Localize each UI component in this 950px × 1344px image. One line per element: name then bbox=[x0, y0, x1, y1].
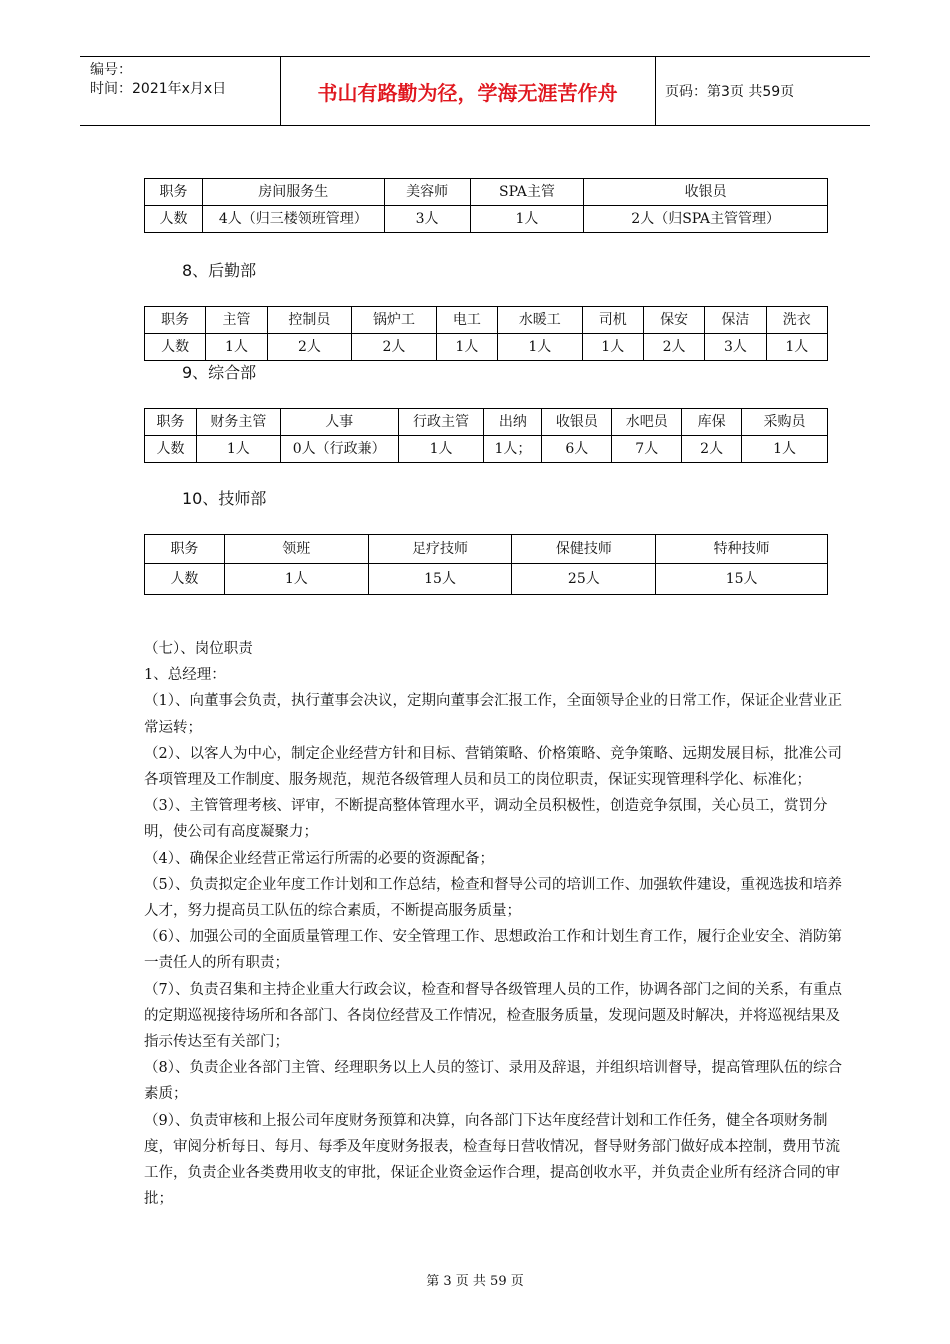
duties-section bbox=[144, 636, 844, 1212]
table-cell: 人数 bbox=[145, 436, 197, 463]
table-cell: 2人 bbox=[643, 334, 704, 361]
table-cell: 2人 bbox=[682, 436, 742, 463]
duty-item: （9）、负责审核和上报公司年度财务预算和决算，向各部门下达年度经营计划和工作任务，健全各项财务制度，审阅分析每日、每月、每季及年度财务报表，检查每日营收情况，督导财务部门做好成本控制，费用节流工作，负责企业各类费用收支的审批，保证企业资金运作合理，提高创收水平，并负责企业所有经济合同的审批； bbox=[144, 1112, 840, 1208]
table-cell: 1人 bbox=[398, 436, 484, 463]
table-cell: 15人 bbox=[656, 564, 828, 595]
dept-10-table bbox=[144, 534, 828, 595]
table-row bbox=[145, 179, 828, 206]
table-cell: 职务 bbox=[145, 179, 203, 206]
table-cell: 3人 bbox=[384, 206, 470, 233]
duty-item: （7）、负责召集和主持企业重大行政会议，检查和督导各级管理人员的工作，协调各部门之间的关系，有重点的定期巡视接待场所和各部门、各岗位经营及工作情况，检查服务质量，发现问题及时解决，并将巡视结果及指示传达至有关部门； bbox=[144, 981, 842, 1051]
section-title: （七）、岗位职责 bbox=[144, 641, 253, 657]
page-footer: 第 3 页 共 59 页 bbox=[426, 1274, 524, 1289]
table-cell: 2人 bbox=[352, 334, 437, 361]
table-cell: 1人 bbox=[582, 334, 643, 361]
table-cell: 收银员 bbox=[542, 409, 612, 436]
table-row bbox=[145, 564, 828, 595]
table-cell: 保健技师 bbox=[512, 535, 656, 564]
duty-item: （4）、确保企业经营正常运行所需的必要的资源配备； bbox=[144, 850, 494, 867]
table-cell: 锅炉工 bbox=[352, 307, 437, 334]
table-cell: 职务 bbox=[145, 535, 225, 564]
subsection-title: 1、总经理： bbox=[144, 667, 226, 684]
doc-code-label: 编号： bbox=[90, 62, 132, 78]
table-cell: 1人 bbox=[766, 334, 827, 361]
duty-item: （3）、主管管理考核、评审，不断提高整体管理水平，调动全员积极性，创造竞争氛围，关心员工，赏罚分明，使公司有高度凝聚力； bbox=[144, 798, 828, 841]
table-cell: 足疗技师 bbox=[368, 535, 512, 564]
table-cell: 领班 bbox=[224, 535, 368, 564]
table-cell: 人数 bbox=[145, 334, 206, 361]
table-cell: SPA主管 bbox=[470, 179, 584, 206]
table-cell: 1人 bbox=[196, 436, 280, 463]
table-cell: 采购员 bbox=[742, 409, 828, 436]
table-cell: 人数 bbox=[145, 206, 203, 233]
header-page-info: 页码：第3页 共59页 bbox=[665, 84, 795, 100]
table-cell: 出纳 bbox=[484, 409, 542, 436]
table-row bbox=[145, 206, 828, 233]
table-row bbox=[145, 436, 828, 463]
table-cell: 0人（行政兼） bbox=[280, 436, 398, 463]
table-row bbox=[145, 409, 828, 436]
table-cell: 2人（归SPA主管管理） bbox=[584, 206, 828, 233]
dept-8-table bbox=[144, 306, 828, 361]
table-row bbox=[145, 535, 828, 564]
table-cell: 人数 bbox=[145, 564, 225, 595]
table-cell: 1人； bbox=[484, 436, 542, 463]
table-cell: 水暖工 bbox=[498, 307, 583, 334]
table-cell: 库保 bbox=[682, 409, 742, 436]
table-cell: 1人 bbox=[224, 564, 368, 595]
table-cell: 控制员 bbox=[267, 307, 352, 334]
table-cell: 房间服务生 bbox=[202, 179, 384, 206]
table-cell: 职务 bbox=[145, 307, 206, 334]
table-cell: 保洁 bbox=[705, 307, 766, 334]
table-cell: 15人 bbox=[368, 564, 512, 595]
table-cell: 美容师 bbox=[384, 179, 470, 206]
duty-item: （8）、负责企业各部门主管、经理职务以上人员的签订、录用及辞退，并组织培训督导，提高管理队伍的综合素质； bbox=[144, 1060, 842, 1103]
table-cell: 主管 bbox=[206, 307, 267, 334]
table-cell: 财务主管 bbox=[196, 409, 280, 436]
spa-staff-table bbox=[144, 178, 828, 233]
header-meta bbox=[90, 61, 280, 99]
table-cell: 3人 bbox=[705, 334, 766, 361]
table-cell: 7人 bbox=[612, 436, 682, 463]
table-cell: 1人 bbox=[498, 334, 583, 361]
table-cell: 行政主管 bbox=[398, 409, 484, 436]
table-row bbox=[145, 307, 828, 334]
table-cell: 1人 bbox=[742, 436, 828, 463]
duty-item: （6）、加强公司的全面质量管理工作、安全管理工作、思想政治工作和计划生育工作，履行企业安全、消防第一责任人的所有职责； bbox=[144, 929, 842, 972]
dept-10-title: 10、技师部 bbox=[182, 489, 267, 508]
header-motto: 书山有路勤为径，学海无涯苦作舟 bbox=[317, 80, 618, 105]
table-cell: 1人 bbox=[436, 334, 497, 361]
table-cell: 1人 bbox=[470, 206, 584, 233]
dept-9-title: 9、综合部 bbox=[182, 363, 257, 382]
table-cell: 收银员 bbox=[584, 179, 828, 206]
dept-8-title: 8、后勤部 bbox=[182, 261, 257, 280]
table-cell: 水吧员 bbox=[612, 409, 682, 436]
doc-time-label: 时间：2021年x月x日 bbox=[90, 81, 227, 97]
table-cell: 1人 bbox=[206, 334, 267, 361]
table-cell: 人事 bbox=[280, 409, 398, 436]
dept-9-table bbox=[144, 408, 828, 463]
table-cell: 洗衣 bbox=[766, 307, 827, 334]
duty-item: （5）、负责拟定企业年度工作计划和工作总结，检查和督导公司的培训工作、加强软件建设，重视选拔和培养人才，努力提高员工队伍的综合素质，不断提高服务质量； bbox=[144, 876, 842, 920]
table-cell: 2人 bbox=[267, 334, 352, 361]
duty-item: （1）、向董事会负责，执行董事会决议，定期向董事会汇报工作，全面领导企业的日常工作，保证企业营业正常运转； bbox=[144, 693, 842, 736]
table-cell: 司机 bbox=[582, 307, 643, 334]
table-cell: 25人 bbox=[512, 564, 656, 595]
table-cell: 电工 bbox=[436, 307, 497, 334]
duty-item: （2）、以客人为中心，制定企业经营方针和目标、营销策略、价格策略、竞争策略、远期发展目标，批准公司各项管理及工作制度、服务规范，规范各级管理人员和员工的岗位职责，保证实现管理科学化、标准化； bbox=[144, 745, 842, 789]
table-cell: 职务 bbox=[145, 409, 197, 436]
table-cell: 保安 bbox=[643, 307, 704, 334]
table-cell: 4人（归三楼领班管理） bbox=[202, 206, 384, 233]
table-cell: 特种技师 bbox=[656, 535, 828, 564]
table-cell: 6人 bbox=[542, 436, 612, 463]
table-row bbox=[145, 334, 828, 361]
page-header bbox=[80, 56, 870, 126]
